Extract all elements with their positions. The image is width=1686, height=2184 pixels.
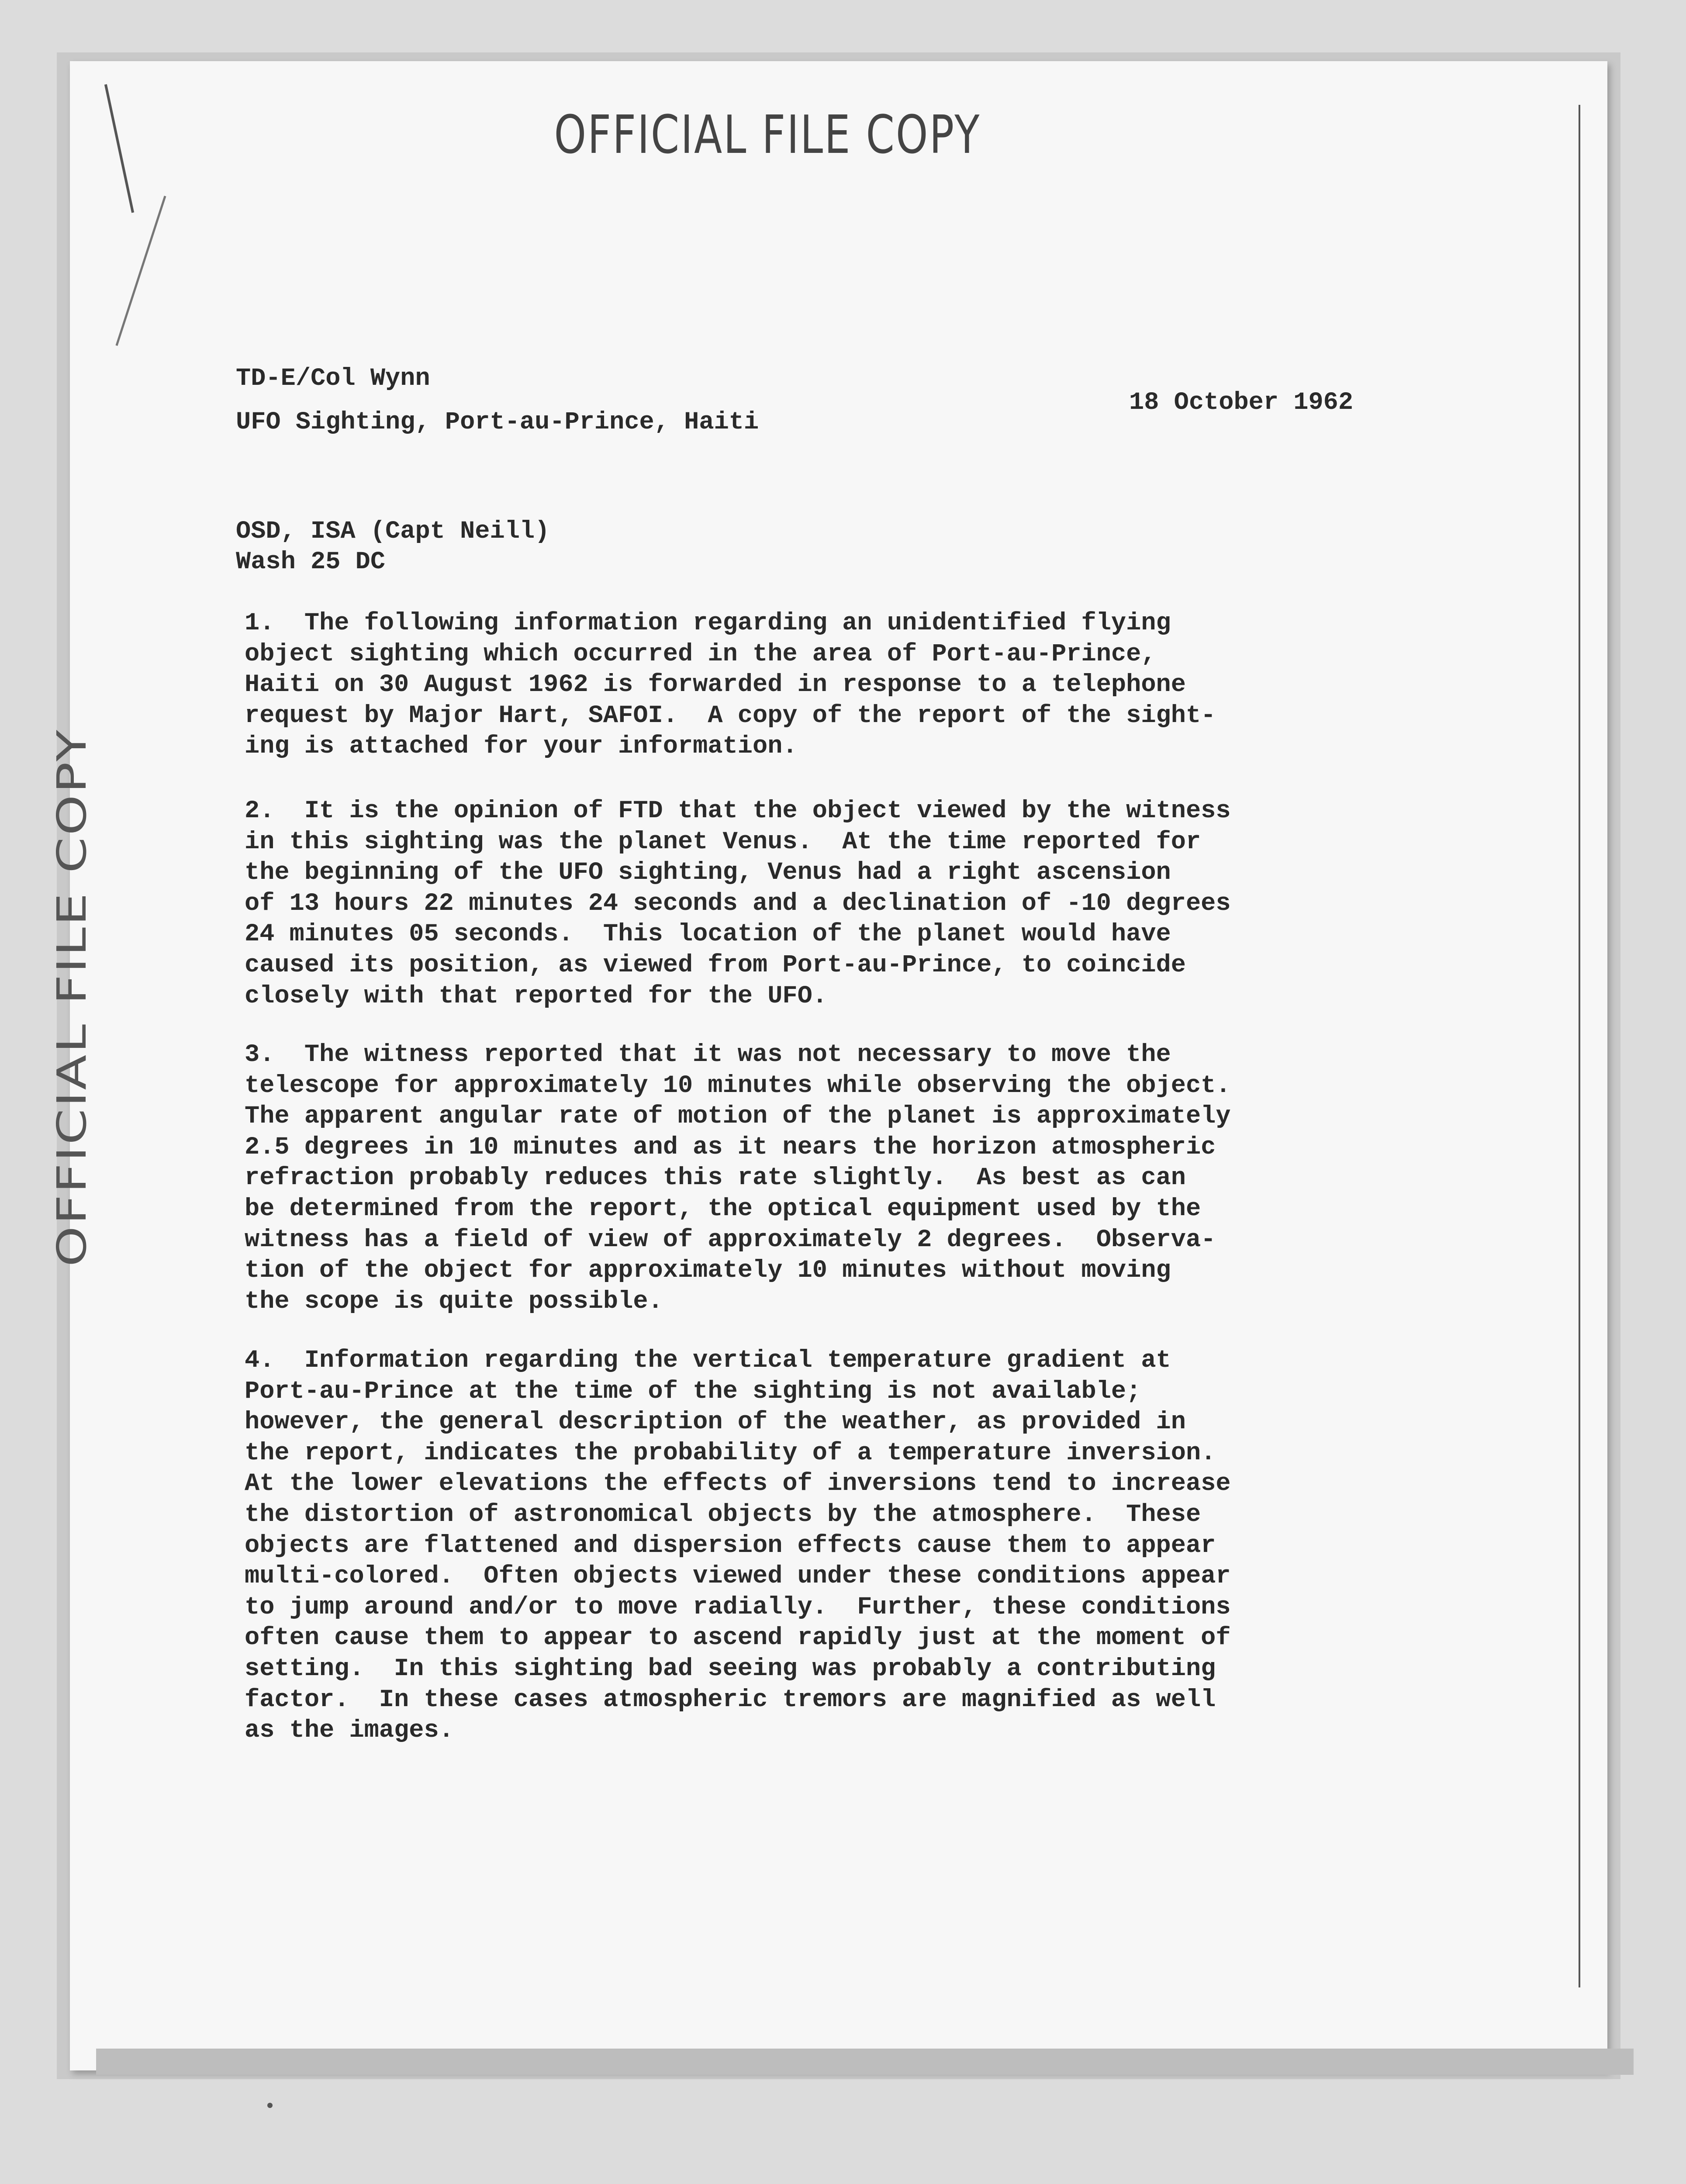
right-margin-rule [1579, 105, 1580, 1987]
official-file-copy-side-stamp: OFFICIAL FILE COPY [48, 728, 95, 1267]
paragraph-4: 4. Information regarding the vertical temperature gradient at Port-au-Prince at the time of the sighting is not available; however, the general description of the weather, as provided in the report, indicates the probability of a temperature inversion. At the lower elevations the effects of inversions tend to increase the distortion of astronomical objects by the atmosphere. These objects are flattened and dispersion effects cause them to appear multi-colored. Often objects viewed under these conditions appear to jump around and/or to move radially. Further, these conditions often cause them to appear to ascend rapidly just at the moment of setting. In this sighting bad seeing was probably a contributing factor. In these cases atmospheric tremors are magnified as well as the images. [245, 1347, 1231, 1745]
official-file-copy-stamp: OFFICIAL FILE COPY [554, 105, 981, 166]
paragraph-2: 2. It is the opinion of FTD that the object viewed by the witness in this sighting was the planet Venus. At the time reported for the beginning of the UFO sighting, Venus had a right ascension of 13 hours 22 minutes 24 seconds and a declination of -10 degrees 24 minutes 05 seconds. This location of the planet would have caused its position, as viewed from Port-au-Prince, to coincide closely with that reported for the UFO. [245, 797, 1231, 1010]
paragraph-1: 1. The following information regarding an unidentified flying object sighting which occurred in the area of Port-au-Prince, Haiti on 30 August 1962 is forwarded in response to a telephone request by Major Hart, SAFOI. A copy of the report of the sight- ing is attached for your information. [245, 609, 1216, 761]
addressee-line: OSD, ISA (Capt Neill) [236, 518, 550, 546]
ink-dot [267, 2103, 273, 2108]
paragraph-3: 3. The witness reported that it was not necessary to move the telescope for approximately 10 minutes while observing the object. The apparent angular rate of motion of the planet is approximately 2.5 degrees in 10 minutes and as it nears the horizon atmospheric refraction probably reduces this rate slightly. As best as can be determined from the report, the optical equipment used by the witness has a field of view of approximately 2 degrees. Observa- tion of the object for approximately 10 minutes without moving the scope is quite possible. [245, 1041, 1231, 1316]
office-symbol: TD-E/Col Wynn [236, 365, 430, 393]
addressee-line: Wash 25 DC [236, 548, 386, 576]
sheet-shadow [96, 2049, 1634, 2075]
subject-line: UFO Sighting, Port-au-Prince, Haiti [236, 408, 759, 436]
memo-date: 18 October 1962 [1129, 389, 1354, 417]
